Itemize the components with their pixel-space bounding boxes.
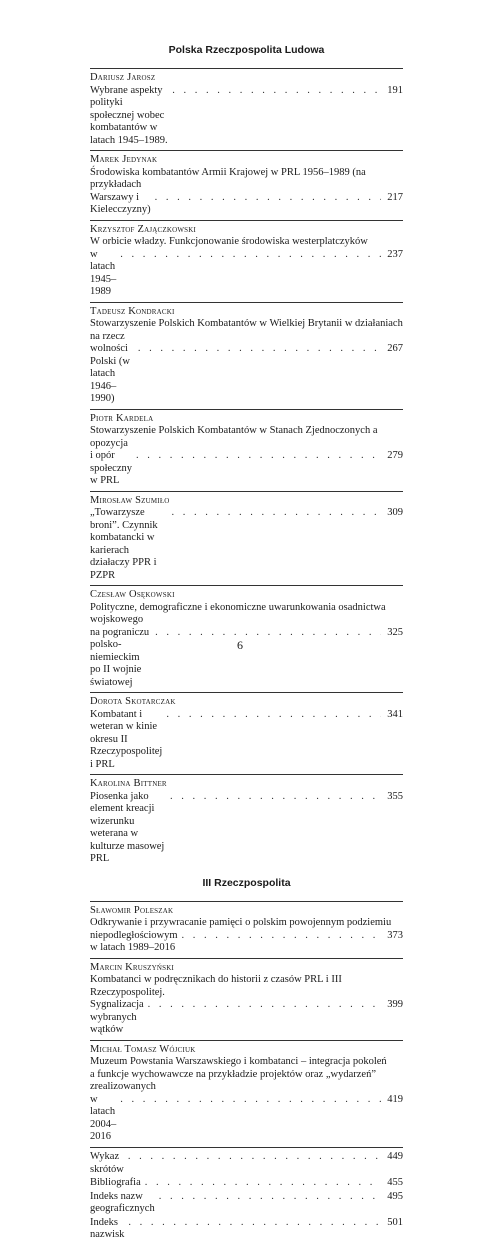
dot-leader — [170, 791, 381, 804]
back-matter-page-number: 501 — [385, 1217, 403, 1230]
entry-title-line: Środowiska kombatantów Armii Krajowej w PRL 1956–1989 (na przykładach — [90, 167, 403, 192]
entry-title-text: na pograniczu polsko-niemieckim po II wojnie światowej — [90, 627, 151, 690]
entry-title-line: Stowarzyszenie Polskich Kombatantów w Stanach Zjednoczonych a opozycja — [90, 425, 403, 450]
entry-title-text: Sygnalizacja wybranych wątków — [90, 999, 144, 1037]
entry-page-number: 419 — [385, 1094, 403, 1107]
entry-author: Tadeusz Kondracki — [90, 306, 403, 319]
entry-page-number: 267 — [385, 343, 403, 356]
entry-author: Mirosław Szumiło — [90, 495, 403, 508]
toc-entry[interactable] — [90, 68, 403, 150]
entry-author: Sławomir Poleszak — [90, 905, 403, 918]
entry-page-number: 325 — [385, 627, 403, 640]
toc-entry[interactable] — [90, 409, 403, 491]
entry-title-line — [90, 507, 403, 582]
page-number: 6 — [0, 638, 480, 653]
dot-leader — [136, 450, 381, 463]
entry-title-line — [90, 249, 403, 299]
back-matter-list — [90, 1147, 403, 1242]
back-matter-title: Bibliografia — [90, 1177, 141, 1190]
entry-title-line — [90, 450, 403, 488]
entry-title-line — [90, 627, 403, 690]
entry-page-number: 355 — [385, 791, 403, 804]
dot-leader — [138, 343, 381, 356]
entry-title-text: wolności Polski (w latach 1946–1990) — [90, 343, 134, 406]
entry-title-line — [90, 1094, 403, 1144]
entry-title-text: „Towarzysze broni”. Czynnik kombatancki w karierach działaczy PPR i PZPR — [90, 507, 167, 582]
back-matter-entry[interactable] — [90, 1151, 403, 1177]
entry-author: Piotr Kardela — [90, 413, 403, 426]
back-matter-title: Wykaz skrótów — [90, 1151, 124, 1176]
entry-author: Michał Tomasz Wójciuk — [90, 1044, 403, 1057]
dot-leader — [148, 999, 381, 1012]
entry-title-line — [90, 791, 403, 866]
entry-title-text: i opór społeczny w PRL — [90, 450, 132, 488]
entry-title-line — [90, 930, 403, 955]
dot-leader — [120, 249, 381, 262]
dot-leader — [155, 192, 381, 205]
entry-title-line: Stowarzyszenie Polskich Kombatantów w Wielkiej Brytanii w działaniach na rzecz — [90, 318, 403, 343]
toc-entry[interactable] — [90, 1040, 403, 1147]
back-matter-entry[interactable] — [90, 1190, 403, 1216]
entry-author: Marcin Kruszyński — [90, 962, 403, 975]
entry-page-number: 341 — [385, 709, 403, 722]
entry-page-number: 309 — [385, 507, 403, 520]
dot-leader — [145, 1177, 381, 1190]
entry-title-line: Polityczne, demograficzne i ekonomiczne uwarunkowania osadnictwa wojskowego — [90, 602, 403, 627]
dot-leader — [166, 709, 381, 722]
entry-title-line: W orbicie władzy. Funkcjonowanie środowiska westerplatczyków — [90, 236, 403, 249]
entry-title-text: Wybrane aspekty polityki społecznej wobec kombatantów w latach 1945–1989. — [90, 85, 168, 148]
toc-entry[interactable] — [90, 692, 403, 774]
section-title: III Rzeczpospolita — [90, 877, 403, 895]
back-matter-title: Indeks nazwisk — [90, 1217, 124, 1242]
toc-entry[interactable] — [90, 150, 403, 220]
back-matter-page-number: 449 — [385, 1151, 403, 1164]
toc-entry[interactable] — [90, 220, 403, 302]
entry-title-line — [90, 343, 403, 406]
entry-author: Czesław Osękowski — [90, 589, 403, 602]
entry-title-line: Muzeum Powstania Warszawskiego i kombatanci – integracja pokoleń — [90, 1056, 403, 1069]
back-matter-title: Indeks nazw geograficznych — [90, 1191, 155, 1216]
toc-entry[interactable] — [90, 958, 403, 1040]
entry-author: Krzysztof Zajączkowski — [90, 224, 403, 237]
entry-author: Karolina Bittner — [90, 778, 403, 791]
entry-page-number: 217 — [385, 192, 403, 205]
dot-leader — [128, 1217, 381, 1230]
dot-leader — [159, 1191, 381, 1204]
entry-page-number: 191 — [385, 85, 403, 98]
back-matter-page-number: 495 — [385, 1191, 403, 1204]
entry-author: Dariusz Jarosz — [90, 72, 403, 85]
back-matter-entry[interactable] — [90, 1216, 403, 1242]
entry-title-line: Kombatanci w podręcznikach do historii z czasów PRL i III Rzeczypospolitej. — [90, 974, 403, 999]
entry-title-text: Warszawy i Kielecczyzny) — [90, 192, 151, 217]
section-title: Polska Rzeczpospolita Ludowa — [90, 44, 403, 62]
dot-leader — [171, 507, 381, 520]
entry-page-number: 373 — [385, 930, 403, 943]
toc-entry[interactable] — [90, 491, 403, 586]
back-matter-page-number: 455 — [385, 1177, 403, 1190]
toc-entry[interactable] — [90, 302, 403, 409]
toc-entry[interactable] — [90, 901, 403, 958]
entry-author: Marek Jedynak — [90, 154, 403, 167]
dot-leader — [128, 1151, 381, 1164]
entry-title-line — [90, 85, 403, 148]
toc-entry[interactable] — [90, 774, 403, 869]
dot-leader — [120, 1094, 381, 1107]
entry-title-line — [90, 999, 403, 1037]
entry-title-line — [90, 709, 403, 772]
dot-leader — [182, 930, 382, 943]
entry-title-text: w latach 1945–1989 — [90, 249, 116, 299]
entry-title-line: Odkrywanie i przywracanie pamięci o polskim powojennym podziemiu — [90, 917, 403, 930]
entry-title-line: a funkcje wychowawcze na przykładzie projektów oraz „wydarzeń” zrealizowanych — [90, 1069, 403, 1094]
entry-title-line — [90, 192, 403, 217]
entry-page-number: 399 — [385, 999, 403, 1012]
dot-leader — [172, 85, 381, 98]
entry-page-number: 279 — [385, 450, 403, 463]
entry-title-text: w latach 2004–2016 — [90, 1094, 116, 1144]
entry-page-number: 237 — [385, 249, 403, 262]
entry-title-text: Kombatant i weteran w kinie okresu II Rzeczypospolitej i PRL — [90, 709, 162, 772]
back-matter-entry[interactable] — [90, 1177, 403, 1191]
entry-title-text: Piosenka jako element kreacji wizerunku weterana w kulturze masowej PRL — [90, 791, 166, 866]
entry-title-text: niepodległościowym w latach 1989–2016 — [90, 930, 178, 955]
entry-author: Dorota Skotarczak — [90, 696, 403, 709]
